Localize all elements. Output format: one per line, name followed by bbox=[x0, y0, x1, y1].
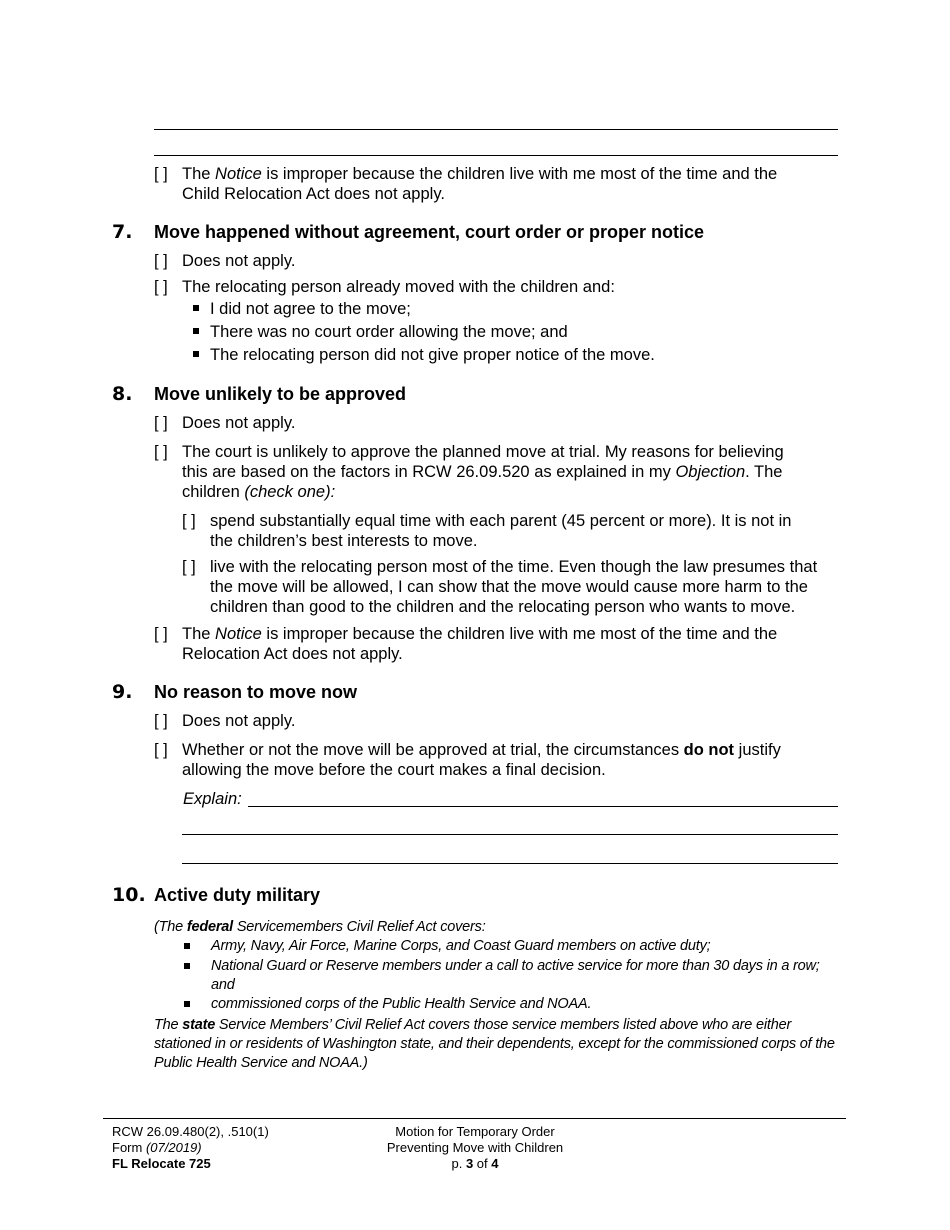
footer-form-code: FL Relocate 725 bbox=[112, 1156, 211, 1171]
s10-bullet-3-marker bbox=[184, 1001, 190, 1007]
s8-option-unlikely-line-2: this are based on the factors in RCW 26.09.520 as explained in my Objection. The bbox=[182, 463, 783, 481]
s9-explain-label: Explain: bbox=[183, 790, 242, 808]
s9-option-does-not-apply: Does not apply. bbox=[182, 712, 296, 730]
s10-bullet-3: commissioned corps of the Public Health Service and NOAA. bbox=[211, 996, 592, 1012]
section-7-title: Move happened without agreement, court order or proper notice bbox=[154, 222, 705, 242]
s8-option-does-not-apply: Does not apply. bbox=[182, 414, 296, 432]
s8-option-notice-improper-1: The Notice is improper because the children live with me most of the time and the bbox=[182, 625, 778, 643]
notice-improper-text-2: Child Relocation Act does not apply. bbox=[182, 185, 445, 203]
section-8-title: Move unlikely to be approved bbox=[154, 384, 407, 404]
footer-form-date: Form (07/2019) bbox=[112, 1140, 202, 1155]
s10-bullet-1: Army, Navy, Air Force, Marine Corps, and Coast Guard members on active duty; bbox=[211, 938, 711, 954]
s8-sub-live-with-3: children than good to the children and the relocating person who wants to move. bbox=[210, 598, 796, 616]
s7-checkbox-1[interactable]: [ ] bbox=[154, 252, 168, 270]
s10-state-line-1: The state Service Members’ Civil Relief Act covers those service members listed above who are either bbox=[154, 1017, 792, 1033]
answer-line-2[interactable] bbox=[154, 155, 838, 156]
section-8-number: 8. bbox=[112, 383, 133, 405]
s8-sub-live-with-2: the move will be allowed, I can show that the move would cause more harm to the bbox=[210, 578, 808, 596]
s9-checkbox-2[interactable]: [ ] bbox=[154, 741, 168, 759]
section-9-number: 9. bbox=[112, 681, 133, 703]
section-7-number: 7. bbox=[112, 221, 133, 243]
s10-state-line-2: stationed in or residents of Washington state, and their dependents, except for the commissioned corps of the bbox=[154, 1036, 835, 1052]
s9-explain-line-1[interactable] bbox=[248, 806, 838, 807]
s7-bullet-3: The relocating person did not give proper notice of the move. bbox=[210, 346, 655, 364]
footer-rcw: RCW 26.09.480(2), .510(1) bbox=[112, 1124, 269, 1139]
s10-intro: (The federal Servicemembers Civil Relief Act covers: bbox=[154, 919, 486, 935]
s7-checkbox-2[interactable]: [ ] bbox=[154, 278, 168, 296]
s7-bullet-1-marker bbox=[193, 305, 199, 311]
notice-improper-text: The Notice is improper because the children live with me most of the time and the bbox=[182, 165, 778, 183]
s8-checkbox-3[interactable]: [ ] bbox=[154, 625, 168, 643]
s7-bullet-1: I did not agree to the move; bbox=[210, 300, 411, 318]
s9-checkbox-1[interactable]: [ ] bbox=[154, 712, 168, 730]
s8-checkbox-1[interactable]: [ ] bbox=[154, 414, 168, 432]
s7-bullet-3-marker bbox=[193, 351, 199, 357]
s10-bullet-2: National Guard or Reserve members under a call to active service for more than 30 days in a row; bbox=[211, 958, 820, 974]
checkbox-notice-improper[interactable]: [ ] bbox=[154, 165, 168, 183]
s10-state-line-3: Public Health Service and NOAA.) bbox=[154, 1055, 368, 1071]
s8-option-notice-improper-2: Relocation Act does not apply. bbox=[182, 645, 403, 663]
s9-option-no-justify-1: Whether or not the move will be approved at trial, the circumstances do not justify bbox=[182, 741, 781, 759]
footer-title-1: Motion for Temporary Order bbox=[395, 1124, 555, 1139]
section-9-title: No reason to move now bbox=[154, 682, 358, 702]
s10-bullet-2-marker bbox=[184, 963, 190, 969]
footer-rule bbox=[103, 1118, 846, 1119]
footer-title-2: Preventing Move with Children bbox=[386, 1140, 564, 1155]
s8-sub-equal-time-1: spend substantially equal time with each parent (45 percent or more). It is not in bbox=[210, 512, 792, 530]
s7-option-already-moved: The relocating person already moved with the children and: bbox=[182, 278, 615, 296]
s9-option-no-justify-2: allowing the move before the court makes a final decision. bbox=[182, 761, 606, 779]
s8-option-unlikely-line-3: children (check one): bbox=[182, 483, 336, 501]
s7-bullet-2: There was no court order allowing the move; and bbox=[210, 323, 568, 341]
s8-option-unlikely-line-1: The court is unlikely to approve the planned move at trial. My reasons for believing bbox=[182, 443, 784, 461]
s8-checkbox-2[interactable]: [ ] bbox=[154, 443, 168, 461]
s8-sub-live-with-1: live with the relocating person most of the time. Even though the law presumes that bbox=[210, 558, 818, 576]
s10-bullet-2-cont: and bbox=[211, 977, 235, 993]
s8-sub-equal-time-2: the children’s best interests to move. bbox=[210, 532, 478, 550]
footer-page-number: p. 3 of 4 bbox=[451, 1156, 499, 1171]
s9-explain-line-2[interactable] bbox=[182, 834, 838, 835]
s8-sub-checkbox-2[interactable]: [ ] bbox=[182, 558, 196, 576]
section-10-number: 10. bbox=[112, 884, 146, 906]
s7-option-does-not-apply: Does not apply. bbox=[182, 252, 296, 270]
s8-sub-checkbox-1[interactable]: [ ] bbox=[182, 512, 196, 530]
s10-bullet-1-marker bbox=[184, 943, 190, 949]
s9-explain-line-3[interactable] bbox=[182, 863, 838, 864]
section-10-title: Active duty military bbox=[154, 885, 321, 905]
s7-bullet-2-marker bbox=[193, 328, 199, 334]
answer-line-1[interactable] bbox=[154, 129, 838, 130]
